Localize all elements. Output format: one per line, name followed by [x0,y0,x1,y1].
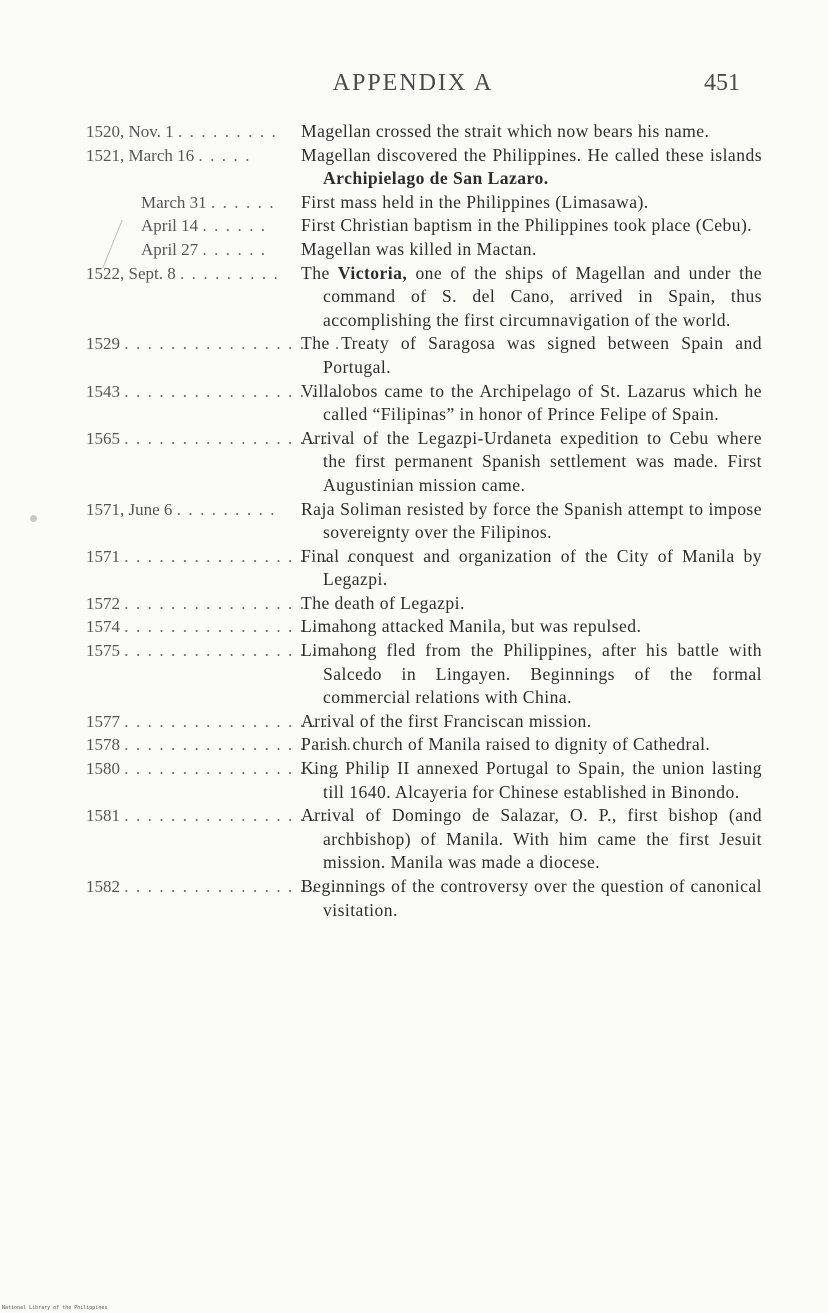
margin-dot [30,515,37,522]
chronology-entry [86,498,762,545]
entry-date: 1580 . . . . . . . . . . . . . . . . . . . . [86,759,353,779]
chronology-entry [86,191,740,215]
entry-date: 1521, March 16 . . . . . [86,145,252,165]
chronology-entry [86,875,762,922]
entry-description: Magellan discovered the Philippines. He called these islands Archipielago de San Lazaro. [301,144,762,189]
entry-date: March 31 . . . . . . [141,192,276,212]
entry-date: 1565 . . . . . . . . . . . . . . . . . . . . [86,428,353,448]
entry-description: Magellan was killed in Mactan. [301,238,537,259]
entry-description: The death of Legazpi. [301,592,465,613]
entry-date: 1571 . . . . . . . . . . . . . . . . . . . . [86,546,353,566]
chronology-entry [86,427,762,498]
entry-date: 1577 . . . . . . . . . . . . . . . . . . . . [86,711,353,731]
entry-date: April 27 . . . . . . [141,239,267,259]
entry-description: The Victoria, one of the ships of Magellan and under the command of S. del Cano, arrived in Spain, thus accomplishing the first circumnavigation of the world. [301,262,762,330]
entry-description: Limahong fled from the Philippines, after his battle with Salcedo in Lingayen. Beginnings of the formal commercial relations with China. [301,640,762,708]
chronology-entry [86,262,762,333]
bold-term: Victoria, [337,262,408,283]
entry-date: 1543 . . . . . . . . . . . . . . . . . . . . [86,381,353,401]
page-header [86,70,740,104]
entry-date: 1571, June 6 . . . . . . . . . [86,499,277,519]
entry-description: Final conquest and organization of the City of Manila by Legazpi. [301,545,762,590]
running-title: APPENDIX A [332,70,494,96]
entry-date: 1578 . . . . . . . . . . . . . . . . . . . . [86,735,353,755]
chronology-entry [86,144,762,191]
chronology-entry [86,615,740,639]
entry-date: April 14 . . . . . . [141,216,267,236]
bold-term: Archipielago de San Lazaro. [323,168,549,189]
chronology-entry [86,238,740,262]
chronology-entry [86,380,762,427]
chronology-entry [86,710,740,734]
entry-date: 1575 . . . . . . . . . . . . . . . . . . . . [86,641,353,661]
chronology-entry [86,733,740,757]
entry-date: 1520, Nov. 1 . . . . . . . . . [86,122,278,141]
chronology-entry [86,804,762,875]
entry-date: 1574 . . . . . . . . . . . . . . . . . . . . [86,617,353,637]
chronology-entry [86,757,762,804]
entry-description: Arrival of Domingo de Salazar, O. P., first bishop (and archbishop) of Manila. With him came the first Jesuit mission. Manila was made a diocese. [301,805,762,873]
entry-date: 1529 . . . . . . . . . . . . . . . . . . . . [86,334,353,354]
page-number: 451 [704,70,740,96]
entry-description: Parish church of Manila raised to dignity of Cathedral. [301,734,711,755]
entry-description: First mass held in the Philippines (Limasawa). [301,191,649,212]
chronology-entry [86,545,762,592]
entry-description: First Christian baptism in the Philippines took place (Cebu). [301,215,753,236]
entry-date: 1581 . . . . . . . . . . . . . . . . . . . . [86,806,353,826]
entry-description: Magellan crossed the strait which now bears his name. [301,121,710,141]
entry-description: Raja Soliman resisted by force the Spanish attempt to impose sovereignty over the Filipinos. [301,498,762,543]
entry-date: 1582 . . . . . . . . . . . . . . . . . . . . [86,877,353,896]
entry-date: 1572 . . . . . . . . . . . . . . . . . . . . [86,593,353,613]
chronology-list [86,120,762,922]
entry-description: Villalobos came to the Archipelago of St. Lazarus which he called “Filipinas” in honor of Prince Felipe of Spain. [301,380,762,425]
entry-date: 1522, Sept. 8 . . . . . . . . . [86,263,280,283]
entry-description: King Philip II annexed Portugal to Spain, the union lasting till 1640. Alcayeria for Chinese established in Binondo. [301,758,762,802]
entry-description: Limahong attacked Manila, but was repulsed. [301,616,642,637]
chronology-entry [86,592,740,616]
entry-description: Arrival of the first Franciscan mission. [301,710,592,731]
chronology-entry [86,332,762,379]
chronology-entry [86,639,762,710]
entry-description: Arrival of the Legazpi-Urdaneta expedition to Cebu where the first permanent Spanish settlement was made. First Augustinian mission came. [301,427,762,495]
entry-description: Beginnings of the controversy over the question of canonical visitation. [301,876,762,920]
chronology-entry [86,120,740,144]
chronology-entry [86,214,753,238]
library-credit: National Library of the Philippines [2,1305,108,1311]
entry-description: The Treaty of Saragosa was signed between Spain and Portugal. [301,333,762,377]
